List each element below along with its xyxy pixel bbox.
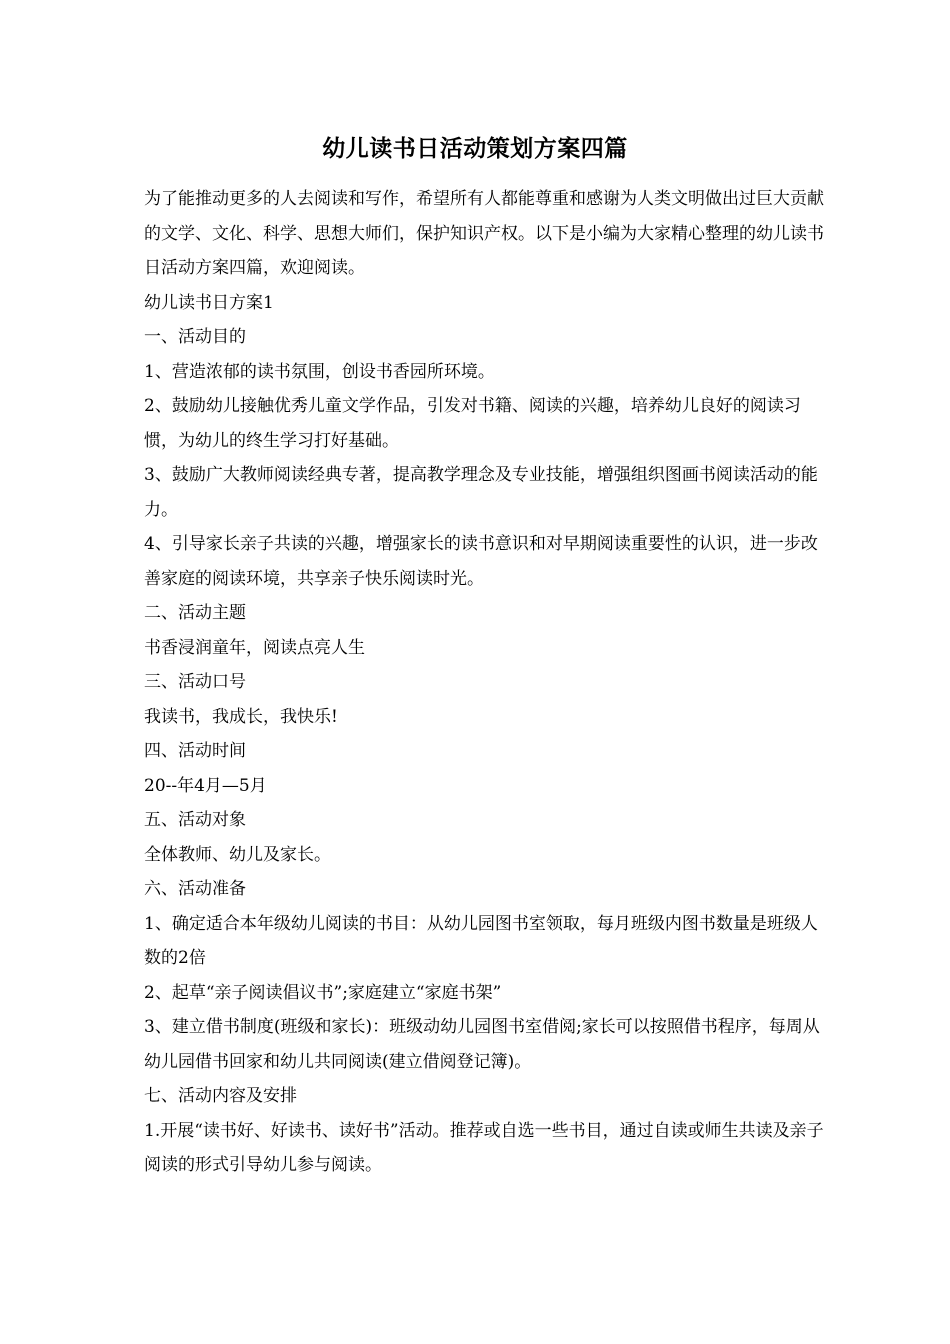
section-heading-content: 七、活动内容及安排 [144, 1086, 297, 1106]
section-heading-slogan: 三、活动口号 [144, 672, 246, 692]
preparation-item-3: 3、建立借书制度(班级和家长)：班级动幼儿园图书室借阅;家长可以按照借书程序，每周从幼儿园借书回家和幼儿共同阅读(建立借阅登记簿)。 [144, 1017, 820, 1072]
section-heading-time: 四、活动时间 [144, 741, 246, 761]
preparation-item-1: 1、确定适合本年级幼儿阅读的书目：从幼儿园图书室领取，每月班级内图书数量是班级人数的2倍 [144, 913, 818, 968]
plan-heading: 幼儿读书日方案1 [144, 292, 274, 313]
intro-paragraph: 为了能推动更多的人去阅读和写作，希望所有人都能尊重和感谢为人类文明做出过巨大贡献的文学、文化、科学、思想大师们，保护知识产权。以下是小编为大家精心整理的幼儿读书日活动方案四篇，欢迎阅读。 [144, 189, 824, 278]
purpose-item-3: 3、鼓励广大教师阅读经典专著，提高教学理念及专业技能，增强组织图画书阅读活动的能力。 [144, 465, 818, 520]
content-item-1: 1.开展“读书好、好读书、读好书”活动。推荐或自选一些书目，通过自读或师生共读及亲子阅读的形式引导幼儿参与阅读。 [144, 1120, 824, 1175]
purpose-item-1: 1、营造浓郁的读书氛围，创设书香园所环境。 [144, 361, 495, 382]
slogan-text: 我读书，我成长，我快乐! [144, 706, 338, 727]
time-text: 20--年4月—5月 [144, 775, 267, 796]
section-heading-theme: 二、活动主题 [144, 603, 246, 623]
document-body [144, 182, 824, 1183]
document-title: 幼儿读书日活动策划方案四篇 [322, 135, 628, 162]
section-heading-preparation: 六、活动准备 [144, 879, 246, 899]
target-text: 全体教师、幼儿及家长。 [144, 844, 331, 865]
section-heading-target: 五、活动对象 [144, 810, 246, 830]
section-heading-purpose: 一、活动目的 [144, 327, 246, 347]
preparation-item-2: 2、起草“亲子阅读倡议书”;家庭建立“家庭书架” [144, 982, 502, 1003]
purpose-item-2: 2、鼓励幼儿接触优秀儿童文学作品，引发对书籍、阅读的兴趣，培养幼儿良好的阅读习惯，为幼儿的终生学习打好基础。 [144, 396, 801, 451]
theme-text: 书香浸润童年，阅读点亮人生 [144, 637, 365, 658]
purpose-item-4: 4、引导家长亲子共读的兴趣，增强家长的读书意识和对早期阅读重要性的认识，进一步改善家庭的阅读环境，共享亲子快乐阅读时光。 [144, 534, 818, 589]
